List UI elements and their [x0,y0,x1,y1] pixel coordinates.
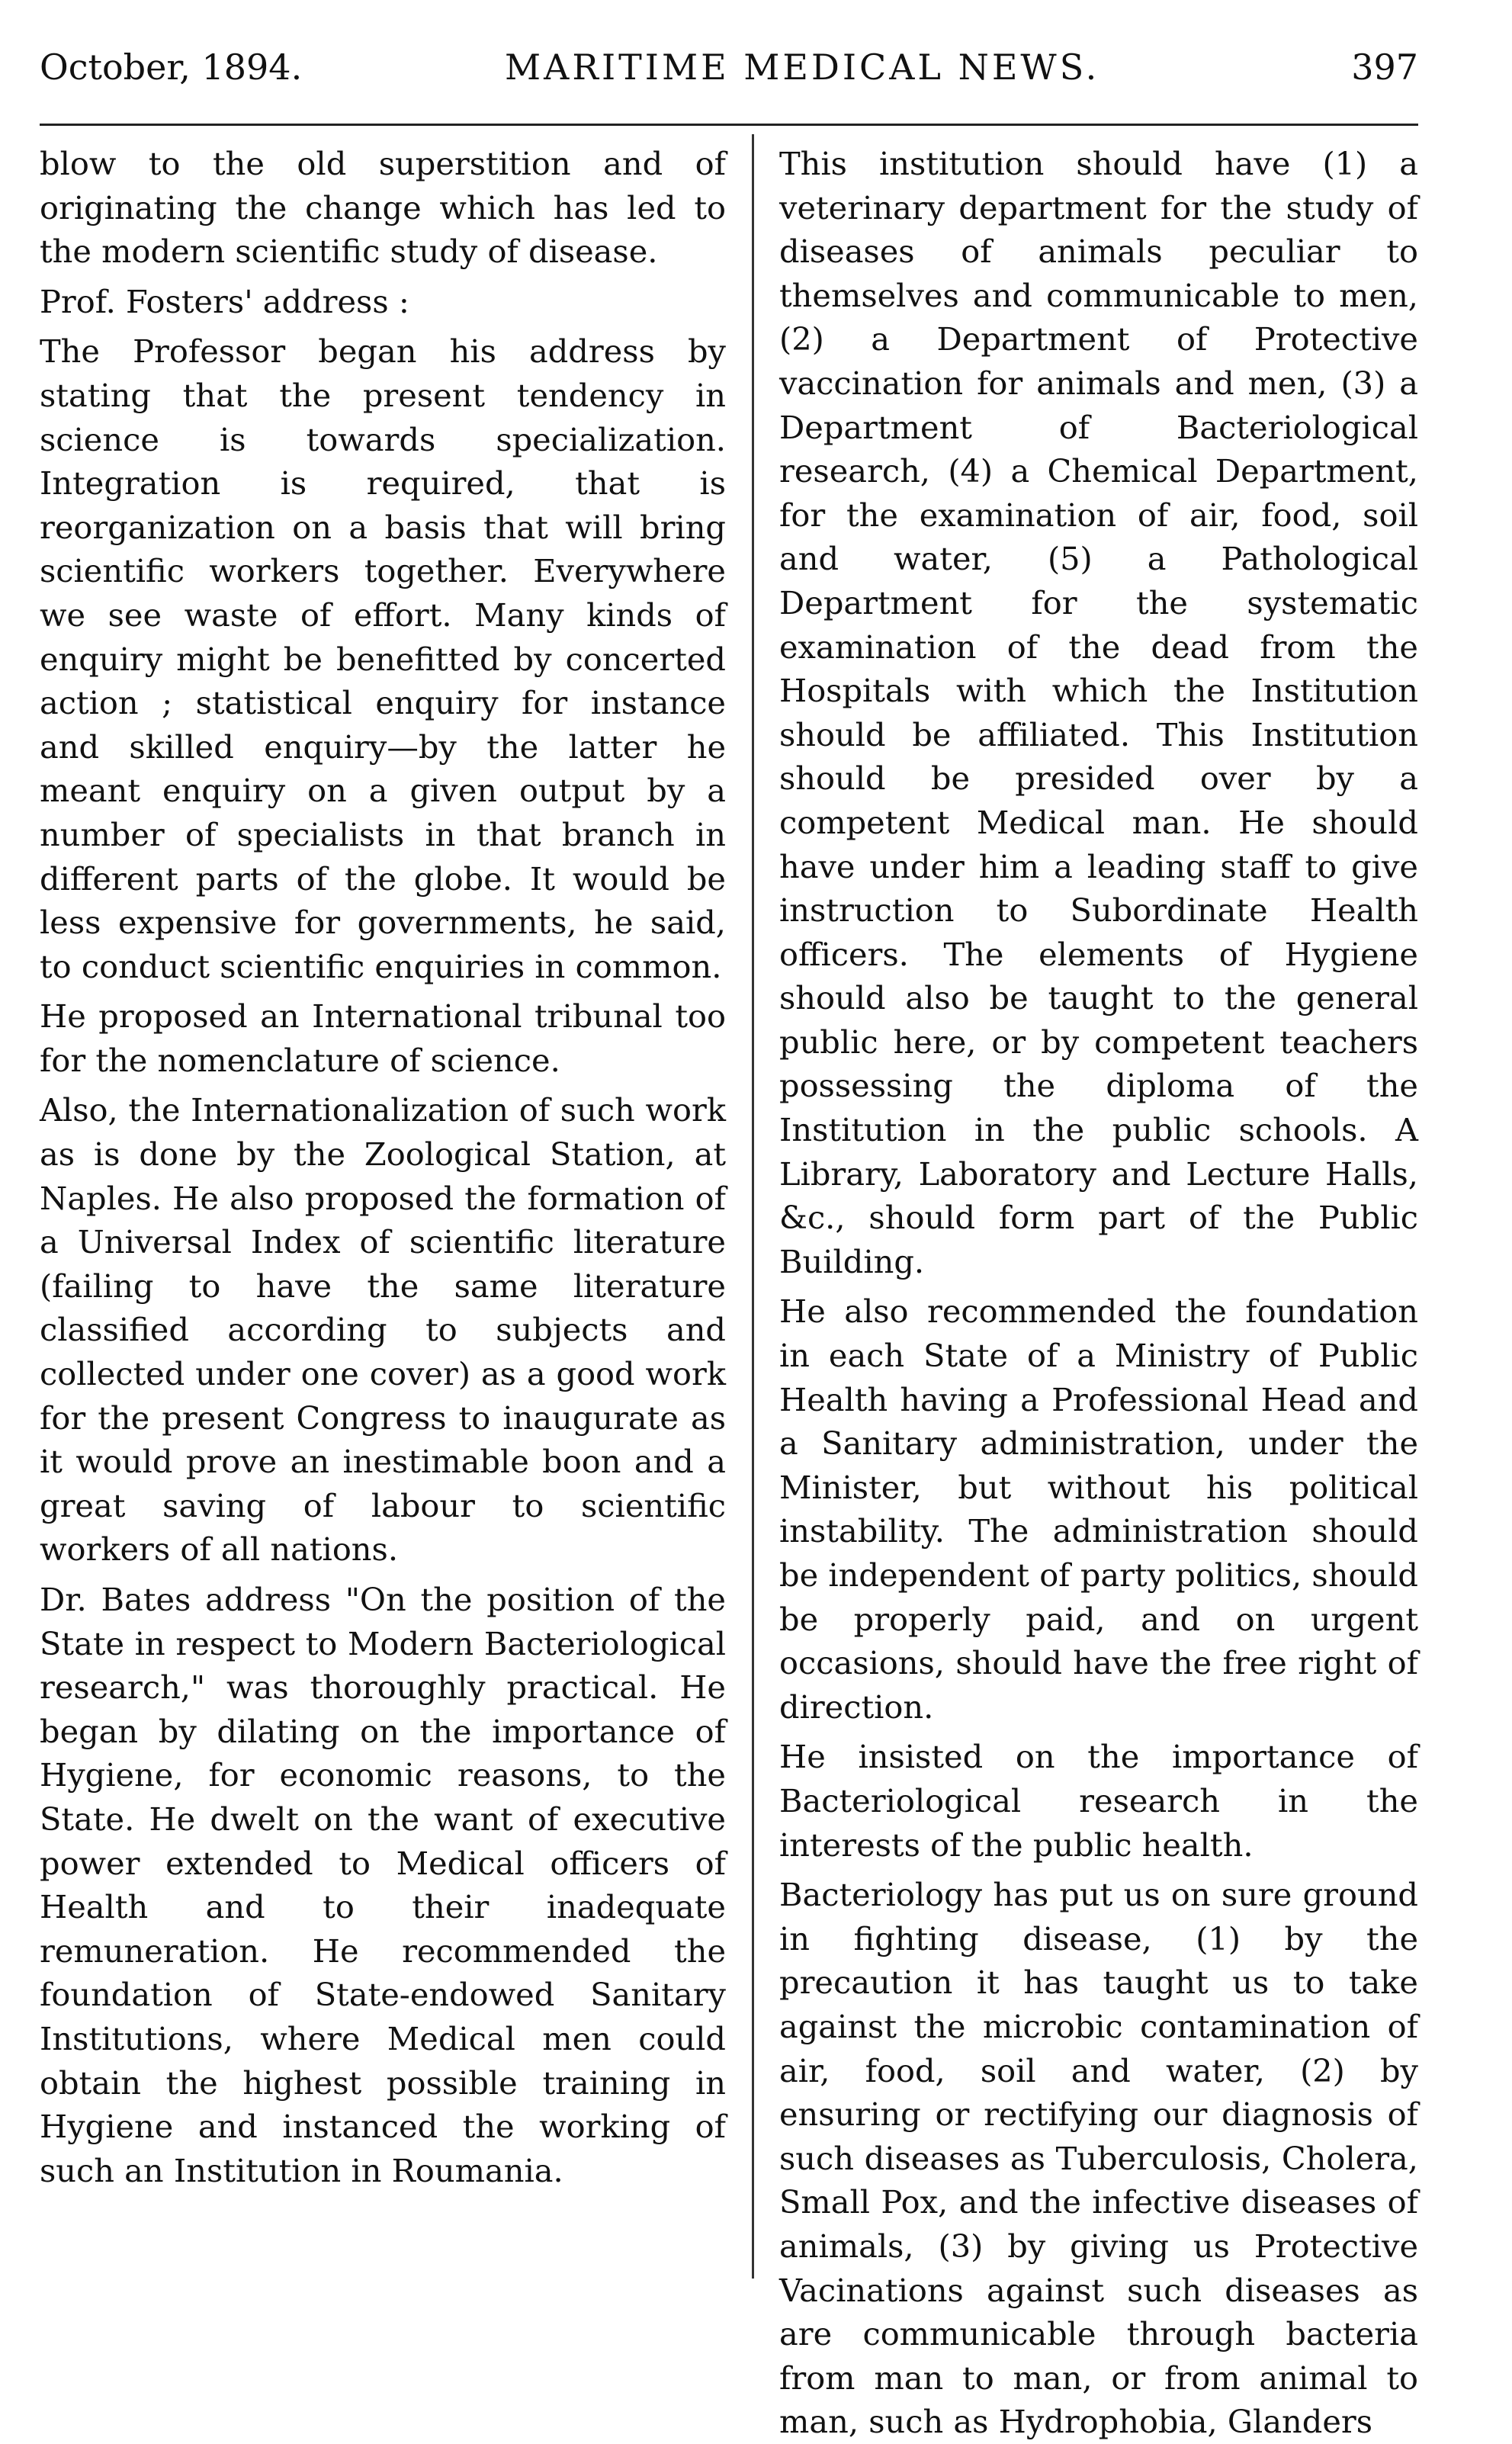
right-column [779,142,1418,2441]
journal-title: MARITIME MEDICAL NEWS. [505,47,1100,88]
paragraph: blow to the old superstition and of originating the change which has led to the modern scientific study of disease. [40,145,726,271]
issue-date: October, 1894. [40,47,303,88]
paragraph: Bacteriology has put us on sure ground in fighting disease, (1) by the precaution it has taught us to take against the microbic contamination of air, food, soil and water, (2) by ensuring or rectifying our diagnosis of such diseases as Tuberculosis, Cholera, Small Pox, and the infective diseases of animals, (3) by giving us Protective Vacinations against such diseases as are communicable through bacteria from man to man, or from animal to man, such as Hydrophobia, Glanders [779,1876,1418,2441]
paragraph: He proposed an International tribunal too for the nomenclature of science. [40,997,726,1079]
paragraph: Prof. Fosters' address : [40,282,409,320]
paragraph: This institution should have (1) a veterinary department for the study of diseases of animals peculiar to themselves and communicable to men, (2) a Department of Protective vaccination for animals and men, (3) a Department of Bacteriological research, (4) a Chemical Department, for the examination of air, food, soil and water, (5) a Pathological Department for the systematic examination of the dead from the Hospitals with which the Institution should be affiliated. This Institution should be presided over by a competent Medical man. He should have under him a leading staff to give instruction to Subordinate Health officers. The elements of Hygiene should also be taught to the general public here, or by competent teachers possessing the diploma of the Institution in the public schools. A Library, Laboratory and Lecture Halls, &c., should form part of the Public Building. [779,145,1418,1280]
paragraph: He insisted on the importance of Bacteriological research in the interests of the public health. [779,1738,1418,1864]
paragraph: He also recommended the foundation in each State of a Ministry of Public Health having a Professional Head and a Sanitary administration, under the Minister, but without his political instability. The administration should be independent of party politics, should be properly paid, and on urgent occasions, should have the free right of direction. [779,1293,1418,1726]
page-number: 397 [1351,47,1418,88]
paragraph: The Professor began his address by stating that the present tendency in science is towards specialization. Integration is required, that is reorganization on a basis that will bring scientific workers together. Everywhere we see waste of effort. Many kinds of enquiry might be benefitted by concerted action ; statistical enquiry for instance and skilled enquiry—by the latter he meant enquiry on a given output by a number of specialists in that branch in different parts of the globe. It would be less expensive for governments, he said, to conduct scientific enquiries in common. [40,332,726,985]
header-rule [40,124,1418,126]
running-header [40,44,1418,105]
paragraph: Dr. Bates address "On the position of the State in respect to Modern Bacteriological research," was thoroughly practical. He began by dilating on the importance of Hygiene, for economic reasons, to the State. He dwelt on the want of executive power extended to Medical officers of Health and to their inadequate remuneration. He recommended the foundation of State-endowed Sanitary Institutions, where Medical men could obtain the highest possible training in Hygiene and instanced the working of such an Institution in Roumania. [40,1581,726,2189]
paragraph: Also, the Internationalization of such work as is done by the Zoological Station, at Naples. He also proposed the formation of a Universal Index of scientific literature (failing to have the same literature classified according to subjects and collected under one cover) as a good work for the present Congress to inaugurate as it would prove an inestimable boon and a great saving of labour to scientific workers of all nations. [40,1091,726,1569]
column-divider [752,134,754,2279]
left-column [40,142,726,2292]
